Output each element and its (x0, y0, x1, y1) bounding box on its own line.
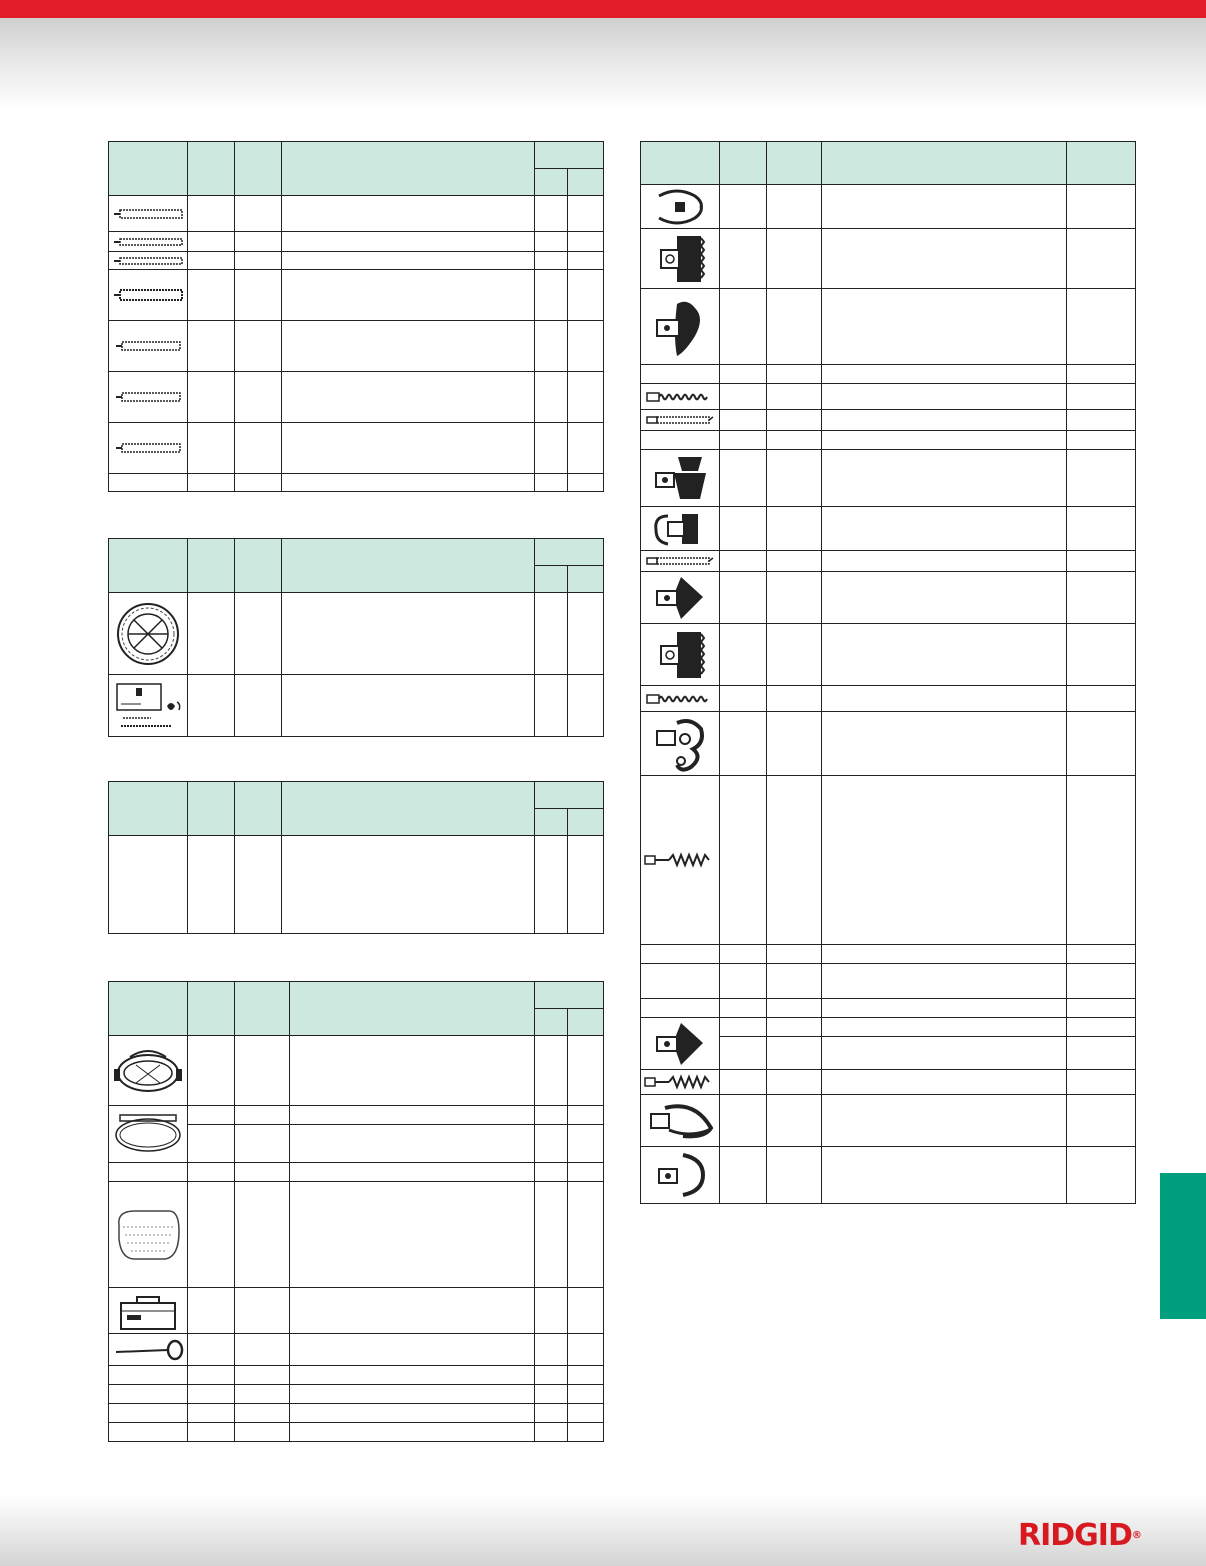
cable-spring-icon (645, 415, 715, 425)
kit-case-icon (111, 680, 185, 732)
spade-cutter-icon (653, 298, 707, 356)
logo-text: RIDGID (1018, 1518, 1132, 1553)
header-col-2 (188, 982, 235, 1036)
grease-cutter-icon (652, 510, 708, 548)
hose-icon (112, 1111, 184, 1157)
tool-table (640, 141, 1136, 1204)
carrier-icon (110, 1043, 186, 1099)
plain-table (108, 781, 604, 934)
c-cutter-icon (645, 1100, 715, 1142)
drum-kit-table (108, 538, 604, 737)
header-col-2 (188, 782, 235, 836)
accessory-table (108, 981, 604, 1442)
header-description (282, 782, 535, 836)
drum-cage-icon (115, 600, 181, 668)
cable-spring-icon (114, 392, 182, 402)
section-tab[interactable] (1160, 1173, 1206, 1319)
cable-spring-icon (114, 443, 182, 453)
tool-box-icon (117, 1291, 179, 1331)
header-image (109, 782, 188, 836)
cable-spring-icon (112, 289, 184, 301)
retriever-hook-icon (112, 1338, 184, 1362)
header-sub-1 (535, 169, 568, 196)
cable-table (108, 141, 604, 492)
cable-spring-icon (112, 238, 184, 246)
header-col-3 (235, 539, 282, 593)
ridgid-logo: RIDGID® (1018, 1518, 1142, 1553)
header-image (109, 142, 188, 196)
header-image (641, 142, 720, 185)
glove-icon (113, 1205, 183, 1265)
header-image (109, 982, 188, 1036)
brush-auger-icon (643, 1074, 717, 1090)
header-description (282, 142, 535, 196)
saw-cutter-icon (655, 232, 705, 286)
header-group (535, 539, 604, 566)
spade-cutter-icon (653, 1021, 707, 1067)
header-col-3 (767, 142, 822, 185)
funnel-auger-icon (652, 453, 708, 503)
c-cutter-icon (655, 188, 705, 226)
header-col-5 (1067, 142, 1136, 185)
header-group (535, 782, 604, 809)
header-group (535, 982, 604, 1009)
cable-spring-icon (112, 209, 184, 219)
header-col-3 (235, 782, 282, 836)
saw-cutter-icon (655, 628, 705, 682)
cable-spring-icon (112, 257, 184, 265)
spring-cutter-icon (645, 690, 715, 708)
header-col-2 (188, 142, 235, 196)
cable-image-cell (109, 196, 188, 232)
header-description (822, 142, 1067, 185)
chain-knocker-icon (653, 715, 707, 773)
top-red-band (0, 0, 1206, 18)
header-gradient (0, 18, 1206, 110)
header-group (535, 142, 604, 169)
header-col-2 (720, 142, 767, 185)
header-sub-2 (568, 169, 604, 196)
cable-spring-icon (645, 556, 715, 566)
header-col-2 (188, 539, 235, 593)
cable-spring-icon (114, 341, 182, 351)
spring-cutter-icon (645, 388, 715, 406)
header-description (290, 982, 535, 1036)
header-col-3 (235, 142, 282, 196)
header-image (109, 539, 188, 593)
spade-cutter-icon (653, 575, 707, 621)
header-description (282, 539, 535, 593)
c-cutter-icon (653, 1151, 707, 1199)
brush-auger-icon (643, 852, 717, 868)
header-col-3 (235, 982, 290, 1036)
